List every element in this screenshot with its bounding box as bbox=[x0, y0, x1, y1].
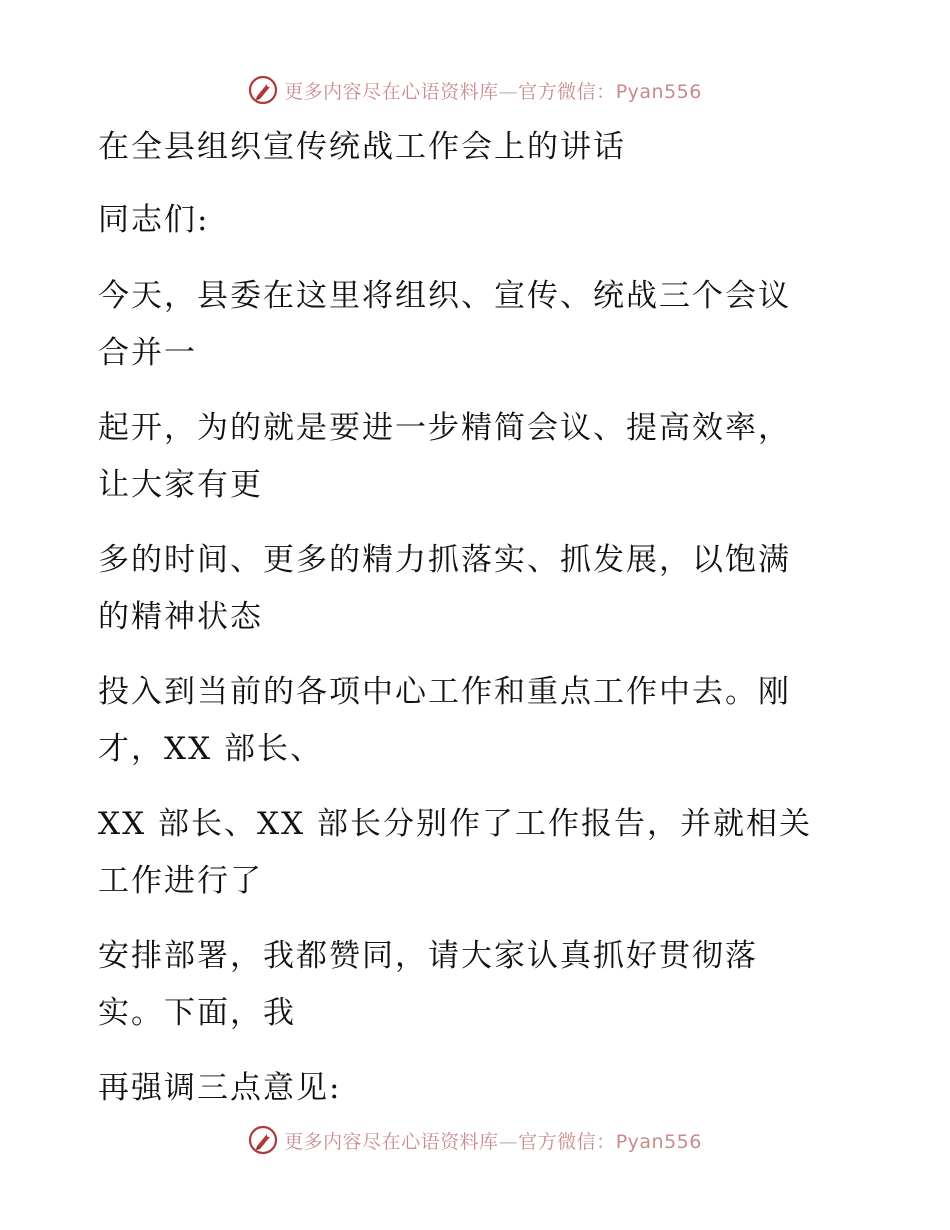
text-line: 同志们: bbox=[98, 202, 210, 238]
text-line: 再强调三点意见: bbox=[98, 1070, 342, 1106]
text-line: XX 部长、XX 部长分别作了工作报告，并就相关 bbox=[98, 806, 812, 842]
text-line: 让大家有更 bbox=[98, 467, 263, 503]
text-line: 多的时间、更多的精力抓落实、抓发展，以饱满 bbox=[98, 542, 791, 578]
watermark-official-label: 官方微信： bbox=[518, 1130, 616, 1153]
pen-logo-icon bbox=[248, 1125, 278, 1155]
watermark-official-label: 官方微信： bbox=[518, 80, 616, 103]
watermark-main-text: 更多内容尽在心语资料库 bbox=[284, 80, 499, 103]
watermark-account: Pyan556 bbox=[615, 1130, 702, 1153]
document-title: 在全县组织宣传统战工作会上的讲话 bbox=[98, 129, 626, 165]
text-line: 合并一 bbox=[98, 335, 197, 371]
watermark-main-text: 更多内容尽在心语资料库 bbox=[284, 1130, 499, 1153]
watermark-separator: — bbox=[498, 80, 519, 103]
text-line: 的精神状态 bbox=[98, 599, 263, 635]
pen-logo-icon bbox=[248, 75, 278, 105]
watermark-account: Pyan556 bbox=[615, 80, 702, 103]
text-line: 安排部署，我都赞同，请大家认真抓好贯彻落 bbox=[98, 938, 758, 974]
watermark-separator: — bbox=[498, 1130, 519, 1153]
text-line: 起开，为的就是要进一步精简会议、提高效率， bbox=[98, 410, 791, 446]
text-line: 工作进行了 bbox=[98, 863, 263, 899]
text-line: 投入到当前的各项中心工作和重点工作中去。刚 bbox=[98, 674, 791, 710]
text-line: 实。下面，我 bbox=[98, 995, 296, 1031]
text-line: 今天，县委在这里将组织、宣传、统战三个会议 bbox=[98, 278, 791, 314]
footer-watermark bbox=[0, 1122, 950, 1158]
header-watermark bbox=[0, 72, 950, 108]
text-line: 才，XX 部长、 bbox=[98, 731, 323, 767]
